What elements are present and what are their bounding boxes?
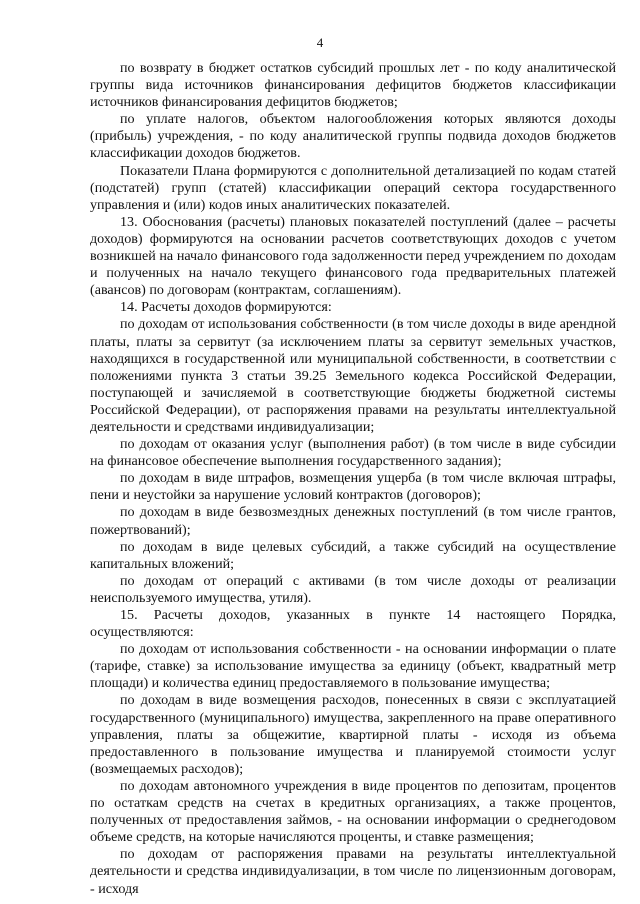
- paragraph-property-calc: по доходам от использования собственности - на основании информации о плате (тарифе, ставке) за использование имущества за единицу (объект, квадратный метр площади) и количества единиц предоставляемого в пользование имущества;: [90, 641, 616, 692]
- paragraph-item-14: 14. Расчеты доходов формируются:: [120, 299, 332, 316]
- page-number: 4: [316, 35, 324, 50]
- paragraph-grants-income: по доходам в виде безвозмездных денежных поступлений (в том числе грантов, пожертвований);: [90, 504, 616, 538]
- paragraph-subsidy-return: по возврату в бюджет остатков субсидий прошлых лет - по коду аналитической группы вида источников финансирования дефицитов бюджетов классификации источников финансирования дефицитов бюджетов;: [90, 60, 616, 111]
- paragraph-assets-income: по доходам от операций с активами (в том числе доходы от реализации неиспользуемого имущества, утиля).: [90, 572, 616, 606]
- paragraph-tax-payment: по уплате налогов, объектом налогообложения которых являются доходы (прибыль) учреждения, - по коду аналитической группы подвида доходов бюджетов классификации доходов бюджетов.: [90, 111, 616, 162]
- document-body: [90, 60, 616, 898]
- paragraph-deposit-interest: по доходам автономного учреждения в виде процентов по депозитам, процентов по остаткам средств на счетах в кредитных организациях, а также процентов, полученных от предоставления займов, - на основании информации о среднегодовом объеме средств, на которые начисляются проценты, и ставке размещения;: [90, 777, 616, 846]
- paragraph-target-subsidies: по доходам в виде целевых субсидий, а также субсидий на осуществление капитальных вложений;: [90, 538, 616, 572]
- paragraph-property-income: по доходам от использования собственности (в том числе доходы в виде арендной платы, платы за сервитут (за исключением платы за сервитут земельных участков, находящихся в государственной или муниципальной собственности, в соответствии с положениями пункта 3 статьи 39.25 Земельного кодекса Российской Федерации, поступающей и зачисляемой в соответствующие бюджеты бюджетной системы Российской Федерации), от распоряжения правами на результаты интеллектуальной деятельности и средствами индивидуализации;: [90, 316, 616, 435]
- paragraph-expense-reimbursement: по доходам в виде возмещения расходов, понесенных в связи с эксплуатацией государственного (муниципального) имущества, закрепленного на праве оперативного управления, платы за общежитие, квартирной платы - исходя из объема предоставленного в пользование имущества и планируемой стоимости услуг (возмещаемых расходов);: [90, 692, 616, 777]
- paragraph-plan-indicators: Показатели Плана формируются с дополнительной детализацией по кодам статей (подстатей) групп (статей) классификации операций сектора государственного управления и (или) кодов иных аналитических показателей.: [90, 162, 616, 213]
- paragraph-intellectual-property: по доходам от распоряжения правами на результаты интеллектуальной деятельности и средства индивидуализации, в том числе по лицензионным договорам, - исходя: [90, 846, 616, 897]
- paragraph-item-13: 13. Обоснования (расчеты) плановых показателей поступлений (далее – расчеты доходов) формируются на основании расчетов соответствующих доходов с учетом возникшей на начало финансового года задолженности перед учреждением по доходам и полученных на начало текущего финансового года предварительных платежей (авансов) по договорам (контрактам, соглашениям).: [90, 213, 616, 299]
- paragraph-services-income: по доходам от оказания услуг (выполнения работ) (в том числе в виде субсидии на финансовое обеспечение выполнения государственного задания);: [90, 436, 616, 470]
- paragraph-fines-income: по доходам в виде штрафов, возмещения ущерба (в том числе включая штрафы, пени и неустойки за нарушение условий контрактов (договоров);: [90, 470, 616, 504]
- paragraph-item-15: 15. Расчеты доходов, указанных в пункте 14 настоящего Порядка, осуществляются:: [90, 607, 616, 641]
